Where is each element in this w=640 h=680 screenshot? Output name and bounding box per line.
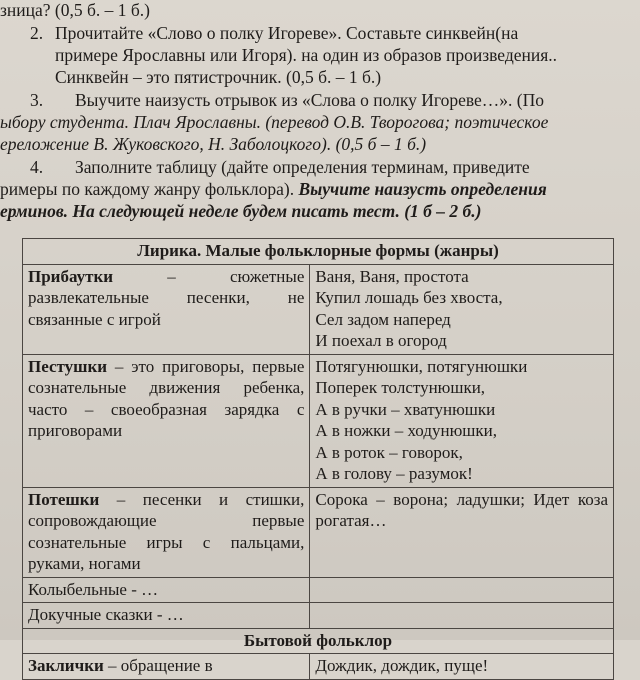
intro-line-0: зница? (0,5 б. – 1 б.) [0, 0, 151, 20]
section-title: Лирика. Малые фольклорные формы (жанры) [23, 239, 614, 265]
table-row [23, 603, 614, 629]
folklore-table [22, 238, 614, 680]
table-section-header [23, 628, 614, 654]
genre-definition: – песенки и стишки, сопровождающие первые сознательные игры с пальцами, руками, ногами [28, 489, 305, 573]
example-line: А в ручки – хватунюшки [315, 399, 496, 419]
item-4-line-2-regular: римеры по каждому жанру фольклора). [0, 179, 299, 199]
genre-definition-cell [23, 354, 310, 487]
genre-definition-cell [23, 654, 310, 680]
example-line: А в роток – говорок, [315, 442, 463, 462]
genre-example-cell [310, 264, 614, 354]
genre-definition-cell: Колыбельные - … [23, 577, 310, 603]
section-title: Бытовой фольклор [23, 628, 614, 654]
item-4-line-2-bold: Выучите наизусть определения [298, 179, 547, 199]
table-row [23, 487, 614, 577]
genre-definition: – обращение в [103, 656, 213, 675]
table-row [23, 264, 614, 354]
item-2-line-2: примере Ярославны или Игоря). на один из образов произведения.. [55, 45, 558, 65]
item-3-number: 3. [30, 90, 44, 110]
table-section-header [23, 239, 614, 265]
genre-definition-cell: Докучные сказки - … [23, 603, 310, 629]
genre-example-cell [310, 487, 614, 577]
item-4-number: 4. [30, 157, 44, 177]
table-row [23, 354, 614, 487]
genre-example-cell [310, 577, 614, 603]
example-line: И поехал в огород [315, 331, 447, 350]
item-3-line-2: ыбору студента. Плач Ярославны. (перевод О.В. Творогова; поэтическое [0, 112, 549, 132]
item-3-line-3: ереложение В. Жуковского, Н. Заболоцкого). (0,5 б – 1 б.) [0, 134, 427, 154]
genre-example-cell [310, 354, 614, 487]
table-row [23, 577, 614, 603]
genre-example-cell [310, 603, 614, 629]
item-4-line-1: Заполните таблицу (дайте определения терминам, приведите [75, 157, 530, 177]
item-4-line-2 [0, 179, 547, 199]
example-line: Ваня, Ваня, простота [315, 266, 469, 286]
example-text: Сорока – ворона; ладушки; Идет коза рогатая… [315, 489, 608, 530]
genre-term: Заклички [28, 656, 104, 675]
example-line: А в ножки – ходунюшки, [315, 421, 497, 440]
genre-term: Потешки [28, 489, 100, 509]
genre-term: Прибаутки [28, 266, 114, 286]
item-2-number: 2. [30, 23, 44, 43]
genre-definition-cell [23, 264, 310, 354]
genre-term: Пестушки [28, 356, 108, 376]
genre-definition-cell [23, 487, 310, 577]
item-2-line-3: Синквейн – это пятистрочник. (0,5 б. – 1 б.) [55, 67, 382, 87]
example-line: А в голову – разумок! [315, 464, 473, 483]
example-line: Поперек толстунюшки, [315, 378, 486, 397]
example-line: Потягунюшки, потягунюшки [315, 356, 528, 376]
item-2-line-1: Прочитайте «Слово о полку Игореве». Составьте синквейн(на [55, 23, 519, 43]
genre-example-cell: Дождик, дождик, пуще! [310, 654, 614, 680]
table-row [23, 654, 614, 680]
item-4-line-3: ерминов. На следующей неделе будем писать тест. (1 б – 2 б.) [0, 201, 482, 221]
item-3-line-1: Выучите наизусть отрывок из «Слова о полку Игореве…». (По [75, 90, 545, 110]
genre-definition: – сюжетные развлекательные песенки, не связанные с игрой [28, 266, 305, 329]
example-line: Сел задом наперед [315, 309, 451, 329]
example-line: Купил лошадь без хвоста, [315, 288, 503, 307]
genre-definition: – это приговоры, первые сознательные движения ребенка, часто – своеобразная зарядка с приговорами [28, 356, 305, 440]
